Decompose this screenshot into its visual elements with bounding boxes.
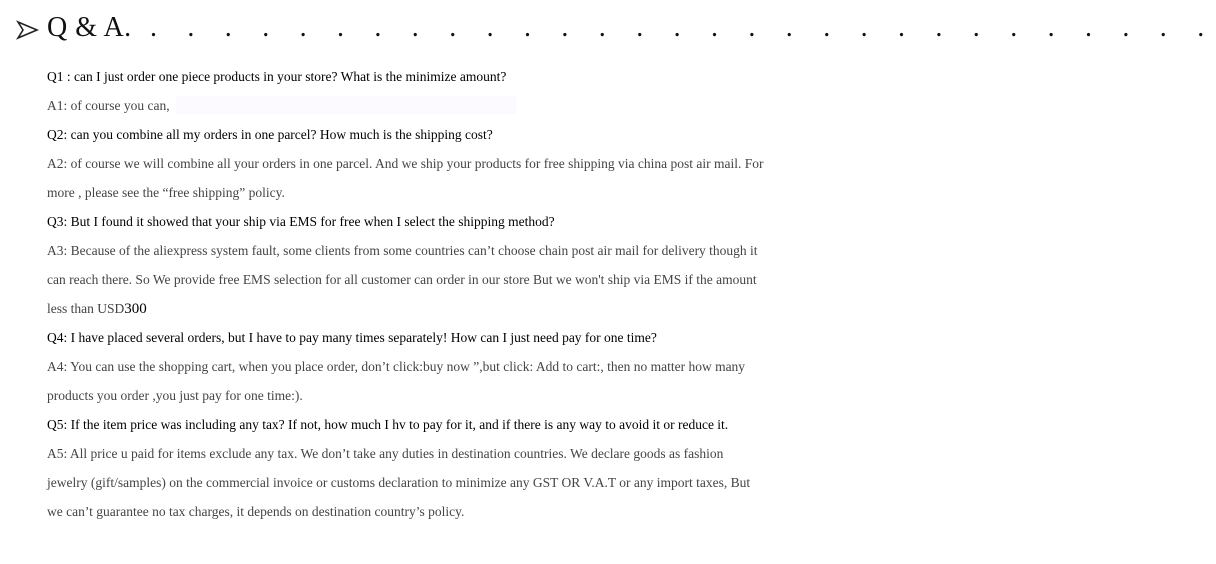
question-2: Q2: can you combine all my orders in one parcel? How much is the shipping cost? — [47, 127, 493, 142]
answer-4-line-2: products you order ,you just pay for one time:). — [47, 388, 303, 403]
answer-2-line-2: more , please see the “free shipping” policy. — [47, 185, 285, 200]
answer-3-line-1: A3: Because of the aliexpress system fault, some clients from some countries can’t choose chain post air mail for delivery though it — [47, 243, 758, 258]
question-4: Q4: I have placed several orders, but I have to pay many times separately! How can I just need pay for one time? — [47, 330, 657, 345]
answer-5-line-3: we can’t guarantee no tax charges, it depends on destination country’s policy. — [47, 504, 465, 519]
usd-amount: 300 — [124, 301, 147, 317]
answer-1-text: A1: of course you can, — [47, 98, 170, 113]
qa-list — [47, 62, 799, 526]
dotted-leader: . . . . . . . . . . . . . . . . . . . . . . . . . . . . . — [150, 12, 1216, 43]
question-5: Q5: If the item price was including any tax? If not, how much I hv to pay for it, and if there is any way to avoid it or reduce it. — [47, 417, 729, 432]
answer-3-line-2: can reach there. So We provide free EMS selection for all customer can order in our store But we won't ship via EMS if the amount — [47, 272, 757, 287]
answer-3-line-3-text: less than USD — [47, 301, 125, 316]
answer-2-line-1: A2: of course we will combine all your orders in one parcel. And we ship your products for free shipping via china post air mail. For — [47, 156, 764, 171]
answer-3-line-3 — [47, 294, 799, 323]
answer-5-line-1: A5: All price u paid for items exclude any tax. We don’t take any duties in destination countries. We declare goods as fashion — [47, 446, 724, 461]
section-header — [16, 10, 1216, 50]
answer-4-line-1: A4: You can use the shopping cart, when you place order, don’t click:buy now ”,but click: Add to cart:, then no matter how many — [47, 359, 746, 374]
section-title: Q & A. — [47, 12, 132, 43]
answer-5-line-2: jewelry (gift/samples) on the commercial invoice or customs declaration to minimize any GST OR V.A.T or any import taxes, But — [47, 475, 751, 490]
answer-1 — [47, 91, 799, 120]
question-1: Q1 : can I just order one piece products in your store? What is the minimize amount? — [47, 69, 507, 84]
highlight-block — [176, 96, 516, 114]
question-3: Q3: But I found it showed that your ship via EMS for free when I select the shipping method? — [47, 214, 555, 229]
arrow-right-icon — [16, 18, 40, 42]
